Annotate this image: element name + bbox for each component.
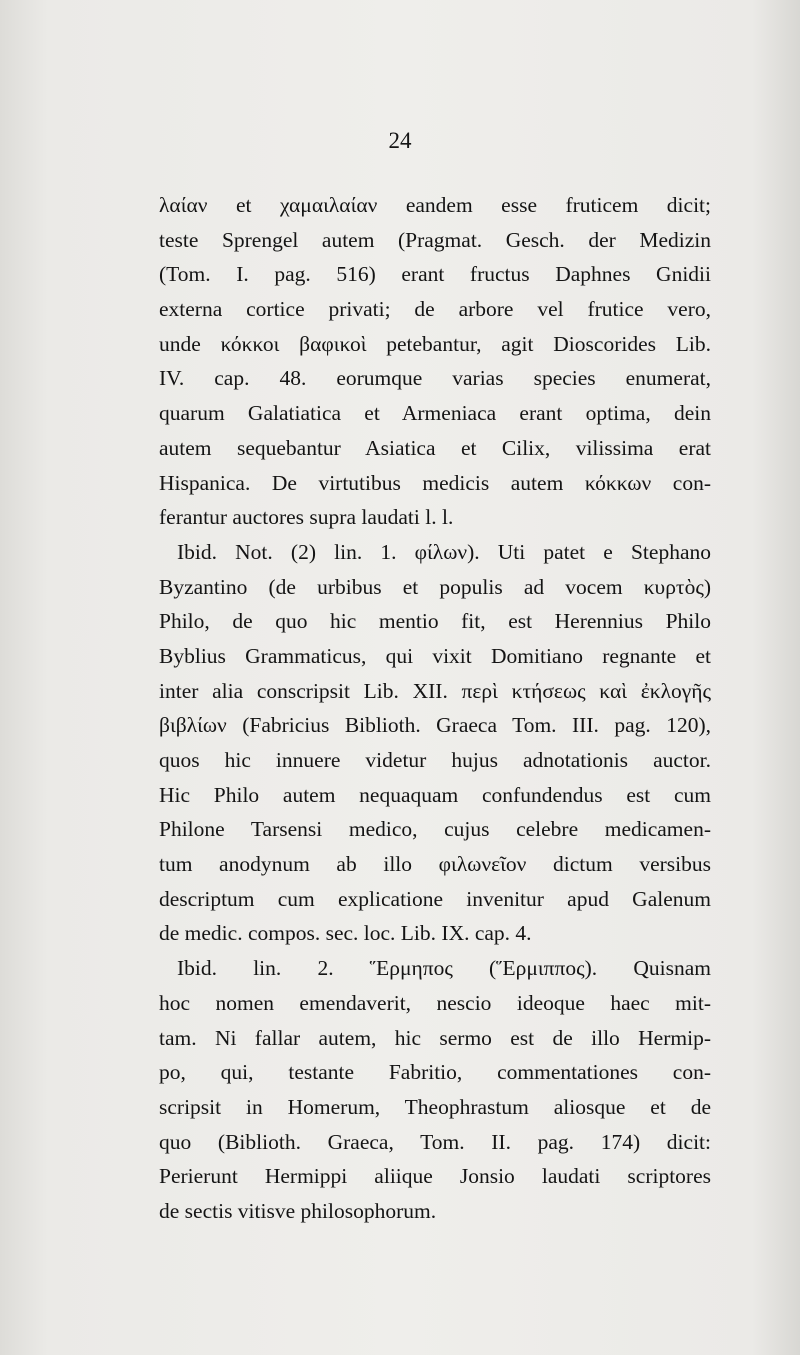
text-line: po, qui, testante Fabritio, commentationes con-	[159, 1060, 711, 1085]
text-line: hoc nomen emendaverit, nescio ideoque haec mit-	[159, 990, 711, 1015]
text-line: unde κόκκοι βαφικοὶ petebantur, agit Dioscorides Lib.	[159, 331, 711, 356]
text-line: tum anodynum ab illo φιλωνεῖον dictum versibus	[159, 852, 711, 877]
text-line: Byblius Grammaticus, qui vixit Domitiano regnante et	[159, 643, 711, 668]
text-line: de sectis vitisve philosophorum.	[159, 1198, 437, 1223]
text-line: Hispanica. De virtutibus medicis autem κόκκων con-	[159, 470, 711, 495]
text-line: autem sequebantur Asiatica et Cilix, vilissima erat	[159, 435, 711, 460]
text-line: quos hic innuere videtur hujus adnotationis auctor.	[159, 748, 711, 772]
text-line: Philone Tarsensi medico, cujus celebre medicamen-	[159, 817, 711, 842]
text-line: de medic. compos. sec. loc. Lib. IX. cap. 4.	[159, 921, 532, 946]
text-line: externa cortice privati; de arbore vel frutice vero,	[159, 297, 711, 322]
text-line: βιβλίων (Fabricius Biblioth. Graeca Tom. III. pag. 120),	[159, 713, 711, 738]
text-line: ferantur auctores supra laudati l. l.	[159, 505, 454, 530]
text-line: quarum Galatiatica et Armeniaca erant optima, dein	[159, 401, 711, 426]
text-line: inter alia conscripsit Lib. XII. περὶ κτήσεως καὶ ἐκλογῆς	[159, 678, 711, 703]
text-line: (Tom. I. pag. 516) erant fructus Daphnes Gnidii	[159, 262, 711, 287]
text-line: scripsit in Homerum, Theophrastum aliosque et de	[159, 1094, 711, 1119]
text-line: Ibid. Not. (2) lin. 1. φίλων). Uti patet e Stephano	[177, 539, 711, 564]
text-line: Ibid. lin. 2. Ἕρμηπος (Ἕρμιππος). Quisnam	[177, 956, 711, 981]
text-line: Philo, de quo hic mentio fit, est Herennius Philo	[159, 609, 711, 634]
page-number: 24	[388, 128, 412, 153]
text-line: Hic Philo autem nequaquam confundendus est cum	[159, 782, 711, 807]
text-line: descriptum cum explicatione invenitur apud Galenum	[159, 886, 711, 911]
body-text	[159, 188, 711, 1229]
text-line: IV. cap. 48. eorumque varias species enumerat,	[159, 366, 711, 391]
text-line: teste Sprengel autem (Pragmat. Gesch. der Medizin	[159, 227, 711, 252]
text-line: Byzantino (de urbibus et populis ad vocem κυρτὸς)	[159, 574, 711, 599]
text-line: tam. Ni fallar autem, hic sermo est de illo Hermip-	[159, 1025, 711, 1050]
text-line: Perierunt Hermippi aliique Jonsio laudati scriptores	[159, 1164, 711, 1189]
text-line: quo (Biblioth. Graeca, Tom. II. pag. 174) dicit:	[159, 1129, 711, 1154]
text-line: λαίαν et χαμαιλαίαν eandem esse fruticem dicit;	[159, 193, 711, 217]
